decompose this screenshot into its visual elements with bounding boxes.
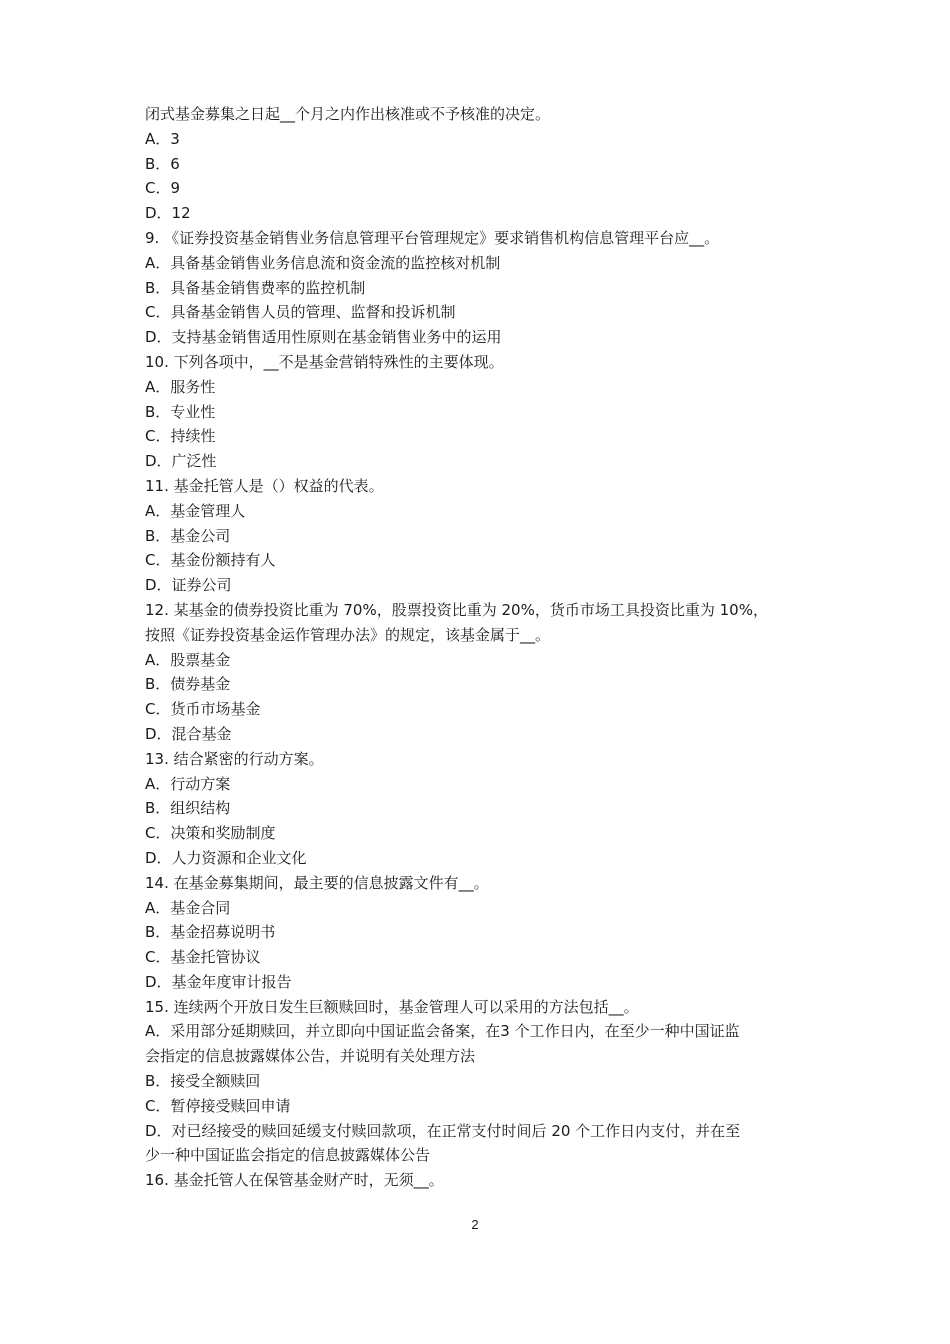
question-line: 16. 基金托管人在保管基金财产时，无须__。 xyxy=(145,1171,444,1190)
option-line: B．组织结构 xyxy=(145,799,231,818)
option-line: B．基金招募说明书 xyxy=(145,923,276,942)
option-line: B．接受全额赎回 xyxy=(145,1072,261,1091)
option-line: B．6 xyxy=(145,154,180,173)
option-line: A．具备基金销售业务信息流和资金流的监控核对机制 xyxy=(145,253,501,272)
question-line: 15. 连续两个开放日发生巨额赎回时，基金管理人可以采用的方法包括__。 xyxy=(145,997,639,1016)
option-line-continued: 会指定的信息披露媒体公告，并说明有关处理方法 xyxy=(145,1047,476,1066)
question-line-continued: 按照《证券投资基金运作管理办法》的规定，该基金属于__。 xyxy=(145,625,551,644)
question-line: 14. 在基金募集期间，最主要的信息披露文件有__。 xyxy=(145,873,489,892)
option-line: A．3 xyxy=(145,129,180,148)
option-line: D．人力资源和企业文化 xyxy=(145,848,307,867)
option-line: C．基金托管协议 xyxy=(145,948,261,967)
option-line: C．决策和奖励制度 xyxy=(145,824,276,843)
option-line: D．混合基金 xyxy=(145,724,232,743)
option-line: D．广泛性 xyxy=(145,452,217,471)
option-line: C．具备基金销售人员的管理、监督和投诉机制 xyxy=(145,303,456,322)
option-line: B．债券基金 xyxy=(145,675,231,694)
option-line: A．基金合同 xyxy=(145,898,231,917)
option-line: A．采用部分延期赎回，并立即向中国证监会备案，在3 个工作日内，在至少一种中国证监 xyxy=(145,1022,740,1041)
option-line: B．基金公司 xyxy=(145,526,231,545)
option-line: B．具备基金销售费率的监控机制 xyxy=(145,278,366,297)
option-line: B．专业性 xyxy=(145,402,216,421)
option-line: C．货币市场基金 xyxy=(145,700,261,719)
option-line: A．服务性 xyxy=(145,377,216,396)
option-line: D．证券公司 xyxy=(145,576,232,595)
text-line: 闭式基金募集之日起__个月之内作出核准或不予核准的决定。 xyxy=(145,105,551,123)
option-line: D．对已经接受的赎回延缓支付赎回款项，在正常支付时间后 20 个工作日内支付，并在至 xyxy=(145,1121,741,1140)
option-line: A．行动方案 xyxy=(145,774,231,793)
option-line: C．暂停接受赎回申请 xyxy=(145,1096,291,1115)
option-line: D．支持基金销售适用性原则在基金销售业务中的运用 xyxy=(145,328,502,347)
option-line: D．基金年度审计报告 xyxy=(145,972,292,991)
question-line: 9. 《证券投资基金销售业务信息管理平台管理规定》要求销售机构信息管理平台应__。 xyxy=(145,228,720,247)
question-line: 12. 某基金的债券投资比重为 70%，股票投资比重为 20%，货币市场工具投资比重为 10%， xyxy=(145,600,768,619)
question-line: 10. 下列各项中，__不是基金营销特殊性的主要体现。 xyxy=(145,352,504,371)
document-body xyxy=(145,102,815,1193)
option-line-continued: 少一种中国证监会指定的信息披露媒体公告 xyxy=(145,1146,431,1165)
page-number: 2 xyxy=(471,1217,479,1232)
question-line: 13. 结合紧密的行动方案。 xyxy=(145,749,324,768)
option-line: C．持续性 xyxy=(145,427,216,446)
option-line: A．股票基金 xyxy=(145,650,231,669)
option-line: C．基金份额持有人 xyxy=(145,551,276,570)
option-line: A．基金管理人 xyxy=(145,501,246,520)
option-line: D．12 xyxy=(145,204,191,223)
option-line: C．9 xyxy=(145,179,181,198)
question-line: 11. 基金托管人是（）权益的代表。 xyxy=(145,476,384,495)
